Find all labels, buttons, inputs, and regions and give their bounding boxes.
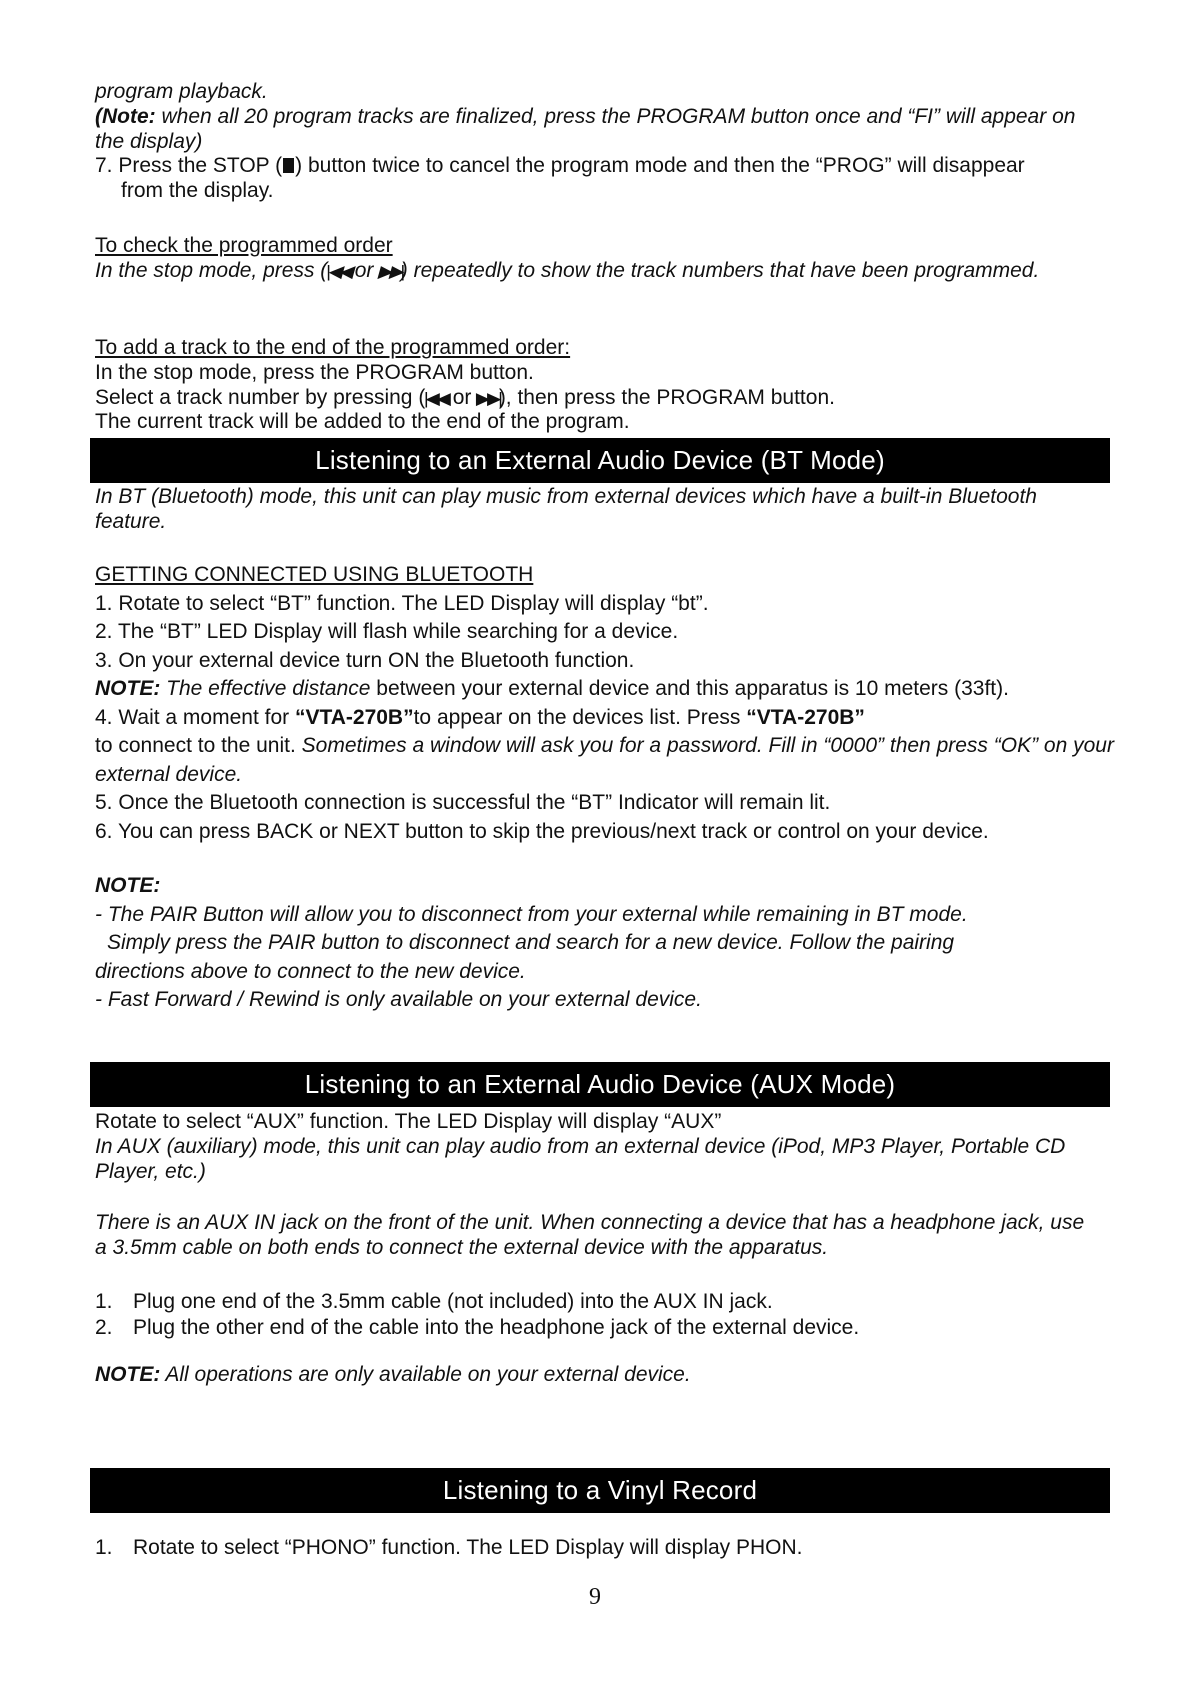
step-7-b: ) button twice to cancel the program mode and then the “PROG” will disappear [295, 154, 1025, 178]
bt-note-1c: directions above to connect to the new device. [95, 959, 526, 983]
bt-note-label: NOTE: [95, 677, 161, 700]
model-name: “VTA-270B” [746, 705, 865, 729]
page-number: 9 [589, 1584, 601, 1610]
bt-intro: In BT (Bluetooth) mode, this unit can play music from external devices which have a built-in Bluetooth feature. [95, 485, 1037, 533]
aux-l2: In AUX (auxiliary) mode, this unit can play audio from an external device (iPod, MP3 Player, Portable CD Player, etc.) [95, 1134, 1066, 1183]
aux-section-header: Listening to an External Audio Device (AUX Mode) [90, 1062, 1110, 1107]
add-l2-a: Select a track number by pressing ( [95, 385, 426, 409]
bt-step-5: 5. Once the Bluetooth connection is successful the “BT” Indicator will remain lit. [95, 791, 831, 814]
check-text-b: ) repeatedly to show the track numbers that have been programmed. [400, 258, 1040, 282]
check-order-title: To check the programmed order [95, 234, 393, 257]
aux-l1: Rotate to select “AUX” function. The LED Display will display “AUX” [95, 1110, 722, 1133]
add-track-l1: In the stop mode, press the PROGRAM button. [95, 360, 534, 384]
vinyl-step-text: Rotate to select “PHONO” function. The LED Display will display PHON. [133, 1536, 803, 1559]
bt-section [95, 485, 1115, 535]
vinyl-section-header: Listening to a Vinyl Record [90, 1468, 1110, 1513]
bt-note-2: - Fast Forward / Rewind is only available on your external device. [95, 988, 702, 1011]
bt-step-4 [95, 704, 1115, 733]
aux-note-text: All operations are only available on your external device. [160, 1363, 691, 1386]
aux-jack-info [95, 1211, 1115, 1261]
bt-step-1: 1. Rotate to select “BT” function. The LED Display will display “bt”. [95, 591, 709, 615]
add-l2-or: or [446, 385, 478, 409]
previous-track-icon: |◀◀ [424, 388, 448, 408]
bt-step-3: 3. On your external device turn ON the Bluetooth function. [95, 648, 635, 672]
check-text-a: In the stop mode, press ( [95, 258, 328, 282]
step-7-cont: from the display. [121, 179, 274, 203]
add-l2-b: ), then press the PROGRAM button. [498, 385, 835, 409]
add-track-l2 [95, 386, 1115, 411]
aux-step-text: Plug the other end of the cable into the headphone jack of the external device. [133, 1316, 860, 1339]
stop-icon [283, 158, 294, 173]
aux-step-text: Plug one end of the 3.5mm cable (not included) into the AUX IN jack. [133, 1290, 773, 1313]
program-playback-cont: program playback. [95, 80, 268, 103]
vinyl-step-1 [95, 1536, 1115, 1561]
bt-step-6: 6. You can press BACK or NEXT button to skip the previous/next track or control on your device. [95, 819, 989, 843]
bt-subtitle: GETTING CONNECTED USING BLUETOOTH [95, 563, 534, 586]
bt-step-2: 2. The “BT” LED Display will flash while searching for a device. [95, 620, 679, 643]
aux-step-num: 2. [95, 1316, 113, 1339]
bt-note-block [95, 872, 1115, 1015]
bt-step-4-b: to appear on the devices list. Press [413, 705, 747, 729]
add-track-title: To add a track to the end of the programmed order: [95, 336, 571, 359]
aux-step-2 [95, 1315, 1115, 1341]
bt-note-1b: Simply press the PAIR button to disconnect and search for a new device. Follow the pairing [107, 931, 955, 954]
next-track-icon: ▶▶| [378, 261, 402, 281]
bt-note-rest: between your external device and this apparatus is 10 meters (33ft). [370, 677, 1009, 700]
bt-step-4-a: 4. Wait a moment for [95, 705, 295, 729]
check-order-text [95, 259, 1055, 284]
bt-steps [95, 561, 1115, 846]
check-or: or [348, 258, 380, 282]
aux-steps [95, 1289, 1115, 1341]
aux-step-1 [95, 1289, 1115, 1315]
aux-note-line [95, 1363, 1115, 1388]
bt-step-4-c: to connect to the unit. [95, 734, 302, 757]
aux-note-label: NOTE: [95, 1363, 161, 1386]
step-7 [95, 154, 1115, 179]
model-name: “VTA-270B” [294, 705, 414, 729]
add-track-l3: The current track will be added to the end of the program. [95, 410, 630, 434]
program-note-text: when all 20 program tracks are finalized, press the PROGRAM button once and “FI” will appear on the display) [95, 104, 1076, 153]
program-note-label: (Note: [95, 104, 156, 128]
bt-step-4-cont [95, 732, 1115, 789]
program-note [95, 105, 1095, 155]
bt-note [95, 675, 1115, 704]
bt-note-italic: The effective distance [160, 677, 371, 700]
bt-step-4-d: Sometimes a window will ask you for a password. Fill in “0000” then press “OK” on your external device. [95, 734, 1114, 786]
aux-note [95, 1363, 1115, 1388]
program-section [95, 80, 1115, 204]
previous-track-icon: |◀◀ [326, 261, 350, 281]
add-track-section [95, 336, 1115, 435]
vinyl-steps [95, 1536, 1115, 1561]
step-7-a: 7. Press the STOP ( [95, 154, 283, 178]
aux-section [95, 1110, 1115, 1184]
bt-section-header: Listening to an External Audio Device (BT Mode) [90, 438, 1110, 483]
aux-l3: There is an AUX IN jack on the front of the unit. When connecting a device that has a headphone jack, use a 3.5mm cable on both ends to connect the external device with the apparatus. [95, 1211, 1085, 1259]
check-order-section [95, 234, 1115, 284]
next-track-icon: ▶▶| [476, 388, 500, 408]
vinyl-step-num: 1. [95, 1536, 113, 1559]
bt-note-1: - The PAIR Button will allow you to disconnect from your external while remaining in BT mode. [95, 902, 968, 926]
aux-step-num: 1. [95, 1290, 113, 1313]
bt-note2-label: NOTE: [95, 874, 161, 897]
